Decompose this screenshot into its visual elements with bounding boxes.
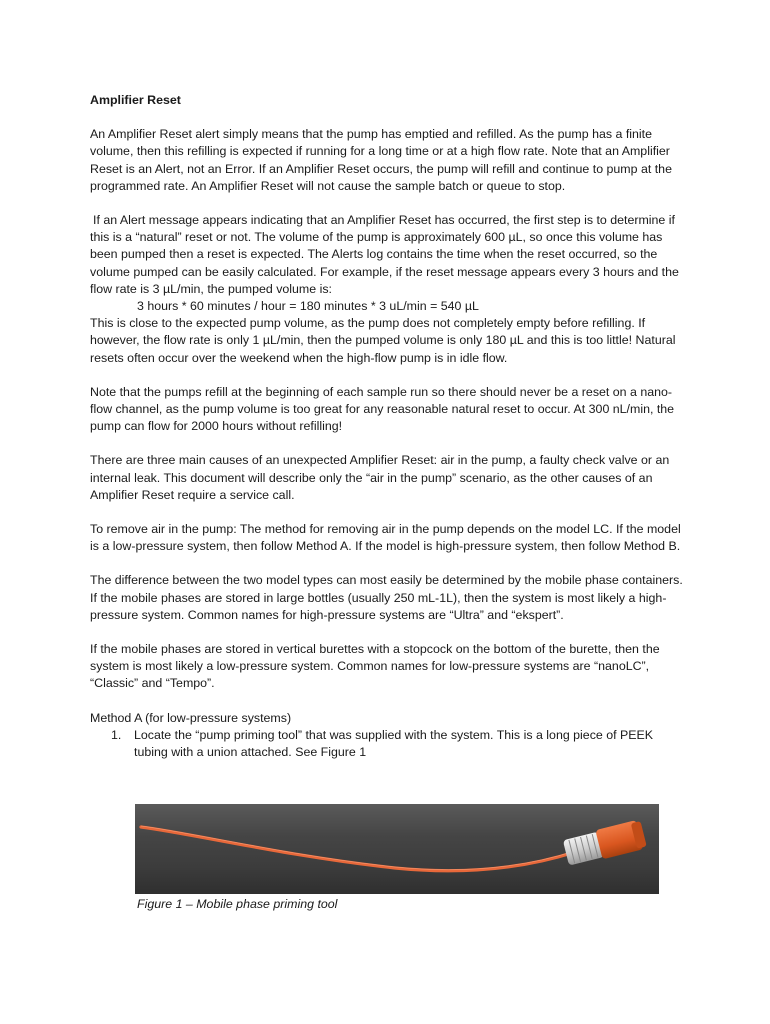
paragraph-nano-flow: Note that the pumps refill at the beginning of each sample run so there should never be a reset on a nano-flow channel, as the pump volume is too great for any reasonable natural reset to occur. At 300 nL/min, the pump can flow for 2000 hours without refilling! bbox=[90, 384, 675, 434]
paragraph-intro: An Amplifier Reset alert simply means that the pump has emptied and refilled. As the pump has a finite volume, then this refilling is expected if running for a long time or at a high flow rate. Note that an Amplifier Reset is an Alert, not an Error. If an Amplifier Reset occurs, the pump will refill and continue to pump at the programmed rate. An Amplifier Reset will not cause the sample batch or queue to stop. bbox=[90, 127, 672, 193]
paragraph-low-pressure: If the mobile phases are stored in vertical burettes with a stopcock on the bottom of the burette, then the system is most likely a low-pressure system. Common names for low-pressure systems are “nanoLC”, “Classic” and “Tempo”. bbox=[90, 642, 660, 691]
volume-formula: 3 hours * 60 minutes / hour = 180 minutes * 3 uL/min = 540 µL bbox=[137, 299, 479, 314]
paragraph-causes: There are three main causes of an unexpected Amplifier Reset: air in the pump, a faulty check valve or an internal leak. This document will describe only the “air in the pump” scenario, as the other causes of an Amplifier Reset require a service call. bbox=[90, 453, 670, 502]
method-a-steps bbox=[90, 727, 690, 761]
method-a-heading: Method A (for low-pressure systems) bbox=[90, 710, 292, 725]
section-heading: Amplifier Reset bbox=[90, 93, 181, 107]
paragraph-remove-air: To remove air in the pump: The method for removing air in the pump depends on the model LC. If the model is a low-pressure system, then follow Method A. If the model is high-pressure system, then follow Method B. bbox=[90, 522, 681, 554]
paragraph-natural-reset bbox=[90, 212, 690, 367]
priming-tool-illustration bbox=[135, 804, 659, 894]
list-item-text: Locate the “pump priming tool” that was supplied with the system. This is a long piece of PEEK tubing with a union attached. See Figure 1 bbox=[134, 727, 654, 760]
document-body bbox=[90, 92, 690, 761]
paragraph-natural-reset-conclusion: This is close to the expected pump volume, as the pump does not completely empty before refilling. If however, the flow rate is only 1 µL/min, then the pumped volume is only 180 µL and this is too little! Natural resets often occur over the weekend when the high-flow pump is in idle flow. bbox=[90, 316, 676, 365]
paragraph-model-difference: The difference between the two model types can most easily be determined by the mobile phase containers. If the mobile phases are stored in large bottles (usually 250 mL-1L), then the system is most likely a high-pressure system. Common names for high-pressure systems are “Ultra” and “ekspert”. bbox=[90, 573, 683, 622]
figure-priming-tool-photo bbox=[135, 804, 659, 894]
peek-tubing bbox=[141, 827, 575, 871]
paragraph-natural-reset-text: If an Alert message appears indicating that an Amplifier Reset has occurred, the first step is to determine if this is a “natural” reset or not. The volume of the pump is approximately 600 µL, so once this volume has been pumped then a reset is expected. The Alerts log contains the time when the reset occurred, so the volume pumped can be easily calculated. For example, if the reset message appears every 3 hours and the flow rate is 3 µL/min, the pumped volume is: bbox=[90, 213, 679, 296]
figure-caption: Figure 1 – Mobile phase priming tool bbox=[137, 897, 338, 911]
union-fitting bbox=[562, 819, 647, 867]
list-item-number: 1. bbox=[111, 727, 122, 742]
list-item bbox=[90, 727, 690, 761]
